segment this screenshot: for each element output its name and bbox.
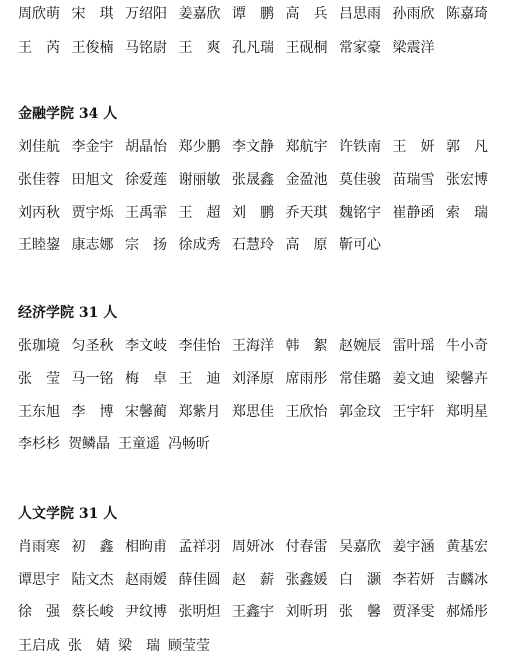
student-name: 王睦鋆	[18, 237, 60, 253]
student-name: 许铁南	[339, 139, 381, 155]
name-row	[18, 170, 488, 190]
section-heading: 人文学院 31 人	[18, 506, 118, 522]
student-name: 梁馨卉	[446, 371, 488, 387]
student-name: 王 芮	[18, 40, 60, 56]
name-row	[18, 537, 488, 557]
student-name: 姜文迪	[392, 371, 435, 387]
student-name: 康志娜	[71, 237, 114, 253]
student-name: 尹纹博	[125, 604, 167, 620]
section-heading: 经济学院 31 人	[18, 305, 118, 321]
section-heading: 金融学院 34 人	[18, 106, 118, 122]
student-name: 苗瑞雪	[392, 172, 435, 188]
student-name: 张 莹	[18, 371, 60, 387]
name-row	[18, 636, 488, 656]
student-name: 白 灏	[339, 572, 381, 588]
student-name: 席雨彤	[285, 371, 328, 387]
student-name: 刘丙秋	[18, 205, 60, 221]
student-name: 谢丽敏	[178, 172, 221, 188]
student-name: 雷叶瑶	[392, 338, 435, 354]
student-name: 吕思雨	[339, 6, 381, 22]
student-name: 相昫甫	[125, 539, 167, 555]
student-name: 刘泽原	[232, 371, 274, 387]
student-name: 张 婧	[68, 638, 110, 654]
student-name: 赵 薪	[232, 572, 274, 588]
name-row	[18, 570, 488, 590]
student-name: 王 超	[178, 205, 221, 221]
student-name: 索 瑞	[446, 205, 488, 221]
student-name: 靳可心	[339, 237, 381, 253]
name-row	[18, 336, 488, 356]
name-row	[18, 137, 488, 157]
student-name: 张宏博	[446, 172, 488, 188]
name-row	[18, 38, 488, 58]
student-name: 刘昕玥	[285, 604, 328, 620]
student-name: 王海洋	[232, 338, 274, 354]
student-name: 刘佳航	[18, 139, 60, 155]
student-name: 冯畅昕	[168, 436, 210, 452]
student-name: 乔天琪	[285, 205, 328, 221]
student-name: 常家豪	[339, 40, 381, 56]
student-name: 马一铭	[71, 371, 114, 387]
student-name: 王禹霏	[125, 205, 167, 221]
student-name: 郑紫月	[178, 404, 221, 420]
student-name: 贺鳞晶	[68, 436, 110, 452]
student-name: 王 爽	[178, 40, 221, 56]
student-name: 王童遥	[118, 436, 160, 452]
student-name: 徐 强	[18, 604, 60, 620]
student-name: 李杉杉	[18, 436, 60, 452]
student-name: 王俊楠	[71, 40, 114, 56]
student-name: 宋馨蔺	[125, 404, 167, 420]
student-name: 匀圣秋	[71, 338, 114, 354]
student-name: 郑明星	[446, 404, 488, 420]
student-name: 郝烯彤	[446, 604, 488, 620]
student-name: 周欣萌	[18, 6, 60, 22]
student-name: 高 原	[285, 237, 328, 253]
name-row	[18, 4, 488, 24]
student-name: 赵婉辰	[339, 338, 381, 354]
student-name: 马铭尉	[125, 40, 167, 56]
student-name: 石慧玲	[232, 237, 274, 253]
student-name: 郑航宇	[285, 139, 328, 155]
student-name: 贾泽雯	[392, 604, 435, 620]
student-name: 郭 凡	[446, 139, 488, 155]
name-row	[18, 369, 488, 389]
student-name: 王 迪	[178, 371, 221, 387]
student-name: 田旭文	[71, 172, 114, 188]
student-name: 万绍阳	[125, 6, 167, 22]
student-name: 贾宇烁	[71, 205, 114, 221]
student-name: 牛小奇	[446, 338, 488, 354]
student-name: 李若妍	[392, 572, 435, 588]
student-name: 谭 鹏	[232, 6, 274, 22]
student-name: 张 馨	[339, 604, 381, 620]
student-name: 郑思佳	[232, 404, 274, 420]
student-name: 王砚桐	[285, 40, 328, 56]
student-name: 吉麟冰	[446, 572, 488, 588]
student-name: 黄基宏	[446, 539, 488, 555]
student-name: 莫佳骏	[339, 172, 381, 188]
student-name: 姜宇涵	[392, 539, 435, 555]
student-name: 张鑫媛	[285, 572, 328, 588]
student-name: 陆文杰	[71, 572, 114, 588]
student-name: 张晟鑫	[232, 172, 274, 188]
student-name: 韩 絮	[285, 338, 328, 354]
student-name: 王 妍	[392, 139, 435, 155]
student-name: 宋 琪	[71, 6, 114, 22]
student-name: 姜嘉欣	[178, 6, 221, 22]
student-name: 魏铭宇	[339, 205, 381, 221]
student-name: 王东旭	[18, 404, 60, 420]
student-name: 孔凡瑞	[232, 40, 274, 56]
student-name: 李文岐	[125, 338, 167, 354]
student-name: 张珈境	[18, 338, 60, 354]
student-name: 陈嘉琦	[446, 6, 488, 22]
student-name: 李文静	[232, 139, 274, 155]
student-name: 孟祥羽	[178, 539, 221, 555]
student-name: 赵雨嫒	[125, 572, 167, 588]
student-name: 高 兵	[285, 6, 328, 22]
student-name: 蔡长峻	[71, 604, 114, 620]
student-name: 梁 瑞	[118, 638, 160, 654]
student-name: 崔静函	[392, 205, 435, 221]
student-name: 王宇轩	[392, 404, 435, 420]
student-name: 初 鑫	[71, 539, 114, 555]
student-name: 肖雨寒	[18, 539, 60, 555]
student-name: 刘 鹏	[232, 205, 274, 221]
student-name: 李 博	[71, 404, 114, 420]
student-name: 周妍冰	[232, 539, 274, 555]
student-name: 徐成秀	[178, 237, 221, 253]
student-name: 郑少鹏	[178, 139, 221, 155]
name-row	[18, 235, 488, 255]
student-name: 顾莹莹	[168, 638, 210, 654]
student-name: 李金宇	[71, 139, 114, 155]
student-name: 王启成	[18, 638, 60, 654]
student-name: 金盈池	[285, 172, 328, 188]
name-row	[18, 434, 488, 454]
student-name: 张佳蓉	[18, 172, 60, 188]
student-name: 梁震洋	[392, 40, 435, 56]
student-name: 孙雨欣	[392, 6, 435, 22]
student-name: 胡晶怡	[125, 139, 167, 155]
student-name: 常佳璐	[339, 371, 381, 387]
name-row	[18, 602, 488, 622]
student-name: 谭思宇	[18, 572, 60, 588]
name-row	[18, 203, 488, 223]
student-name: 李佳怡	[178, 338, 221, 354]
student-name: 梅 卓	[125, 371, 167, 387]
student-name: 薛佳圆	[178, 572, 221, 588]
student-name: 付春雷	[285, 539, 328, 555]
student-name: 王鑫宇	[232, 604, 274, 620]
student-name: 郭金玟	[339, 404, 381, 420]
name-row	[18, 402, 488, 422]
student-name: 吴嘉欣	[339, 539, 381, 555]
student-name: 王欣怡	[285, 404, 328, 420]
student-name: 宗 扬	[125, 237, 167, 253]
student-name: 张明炟	[178, 604, 221, 620]
student-name: 徐爱莲	[125, 172, 167, 188]
